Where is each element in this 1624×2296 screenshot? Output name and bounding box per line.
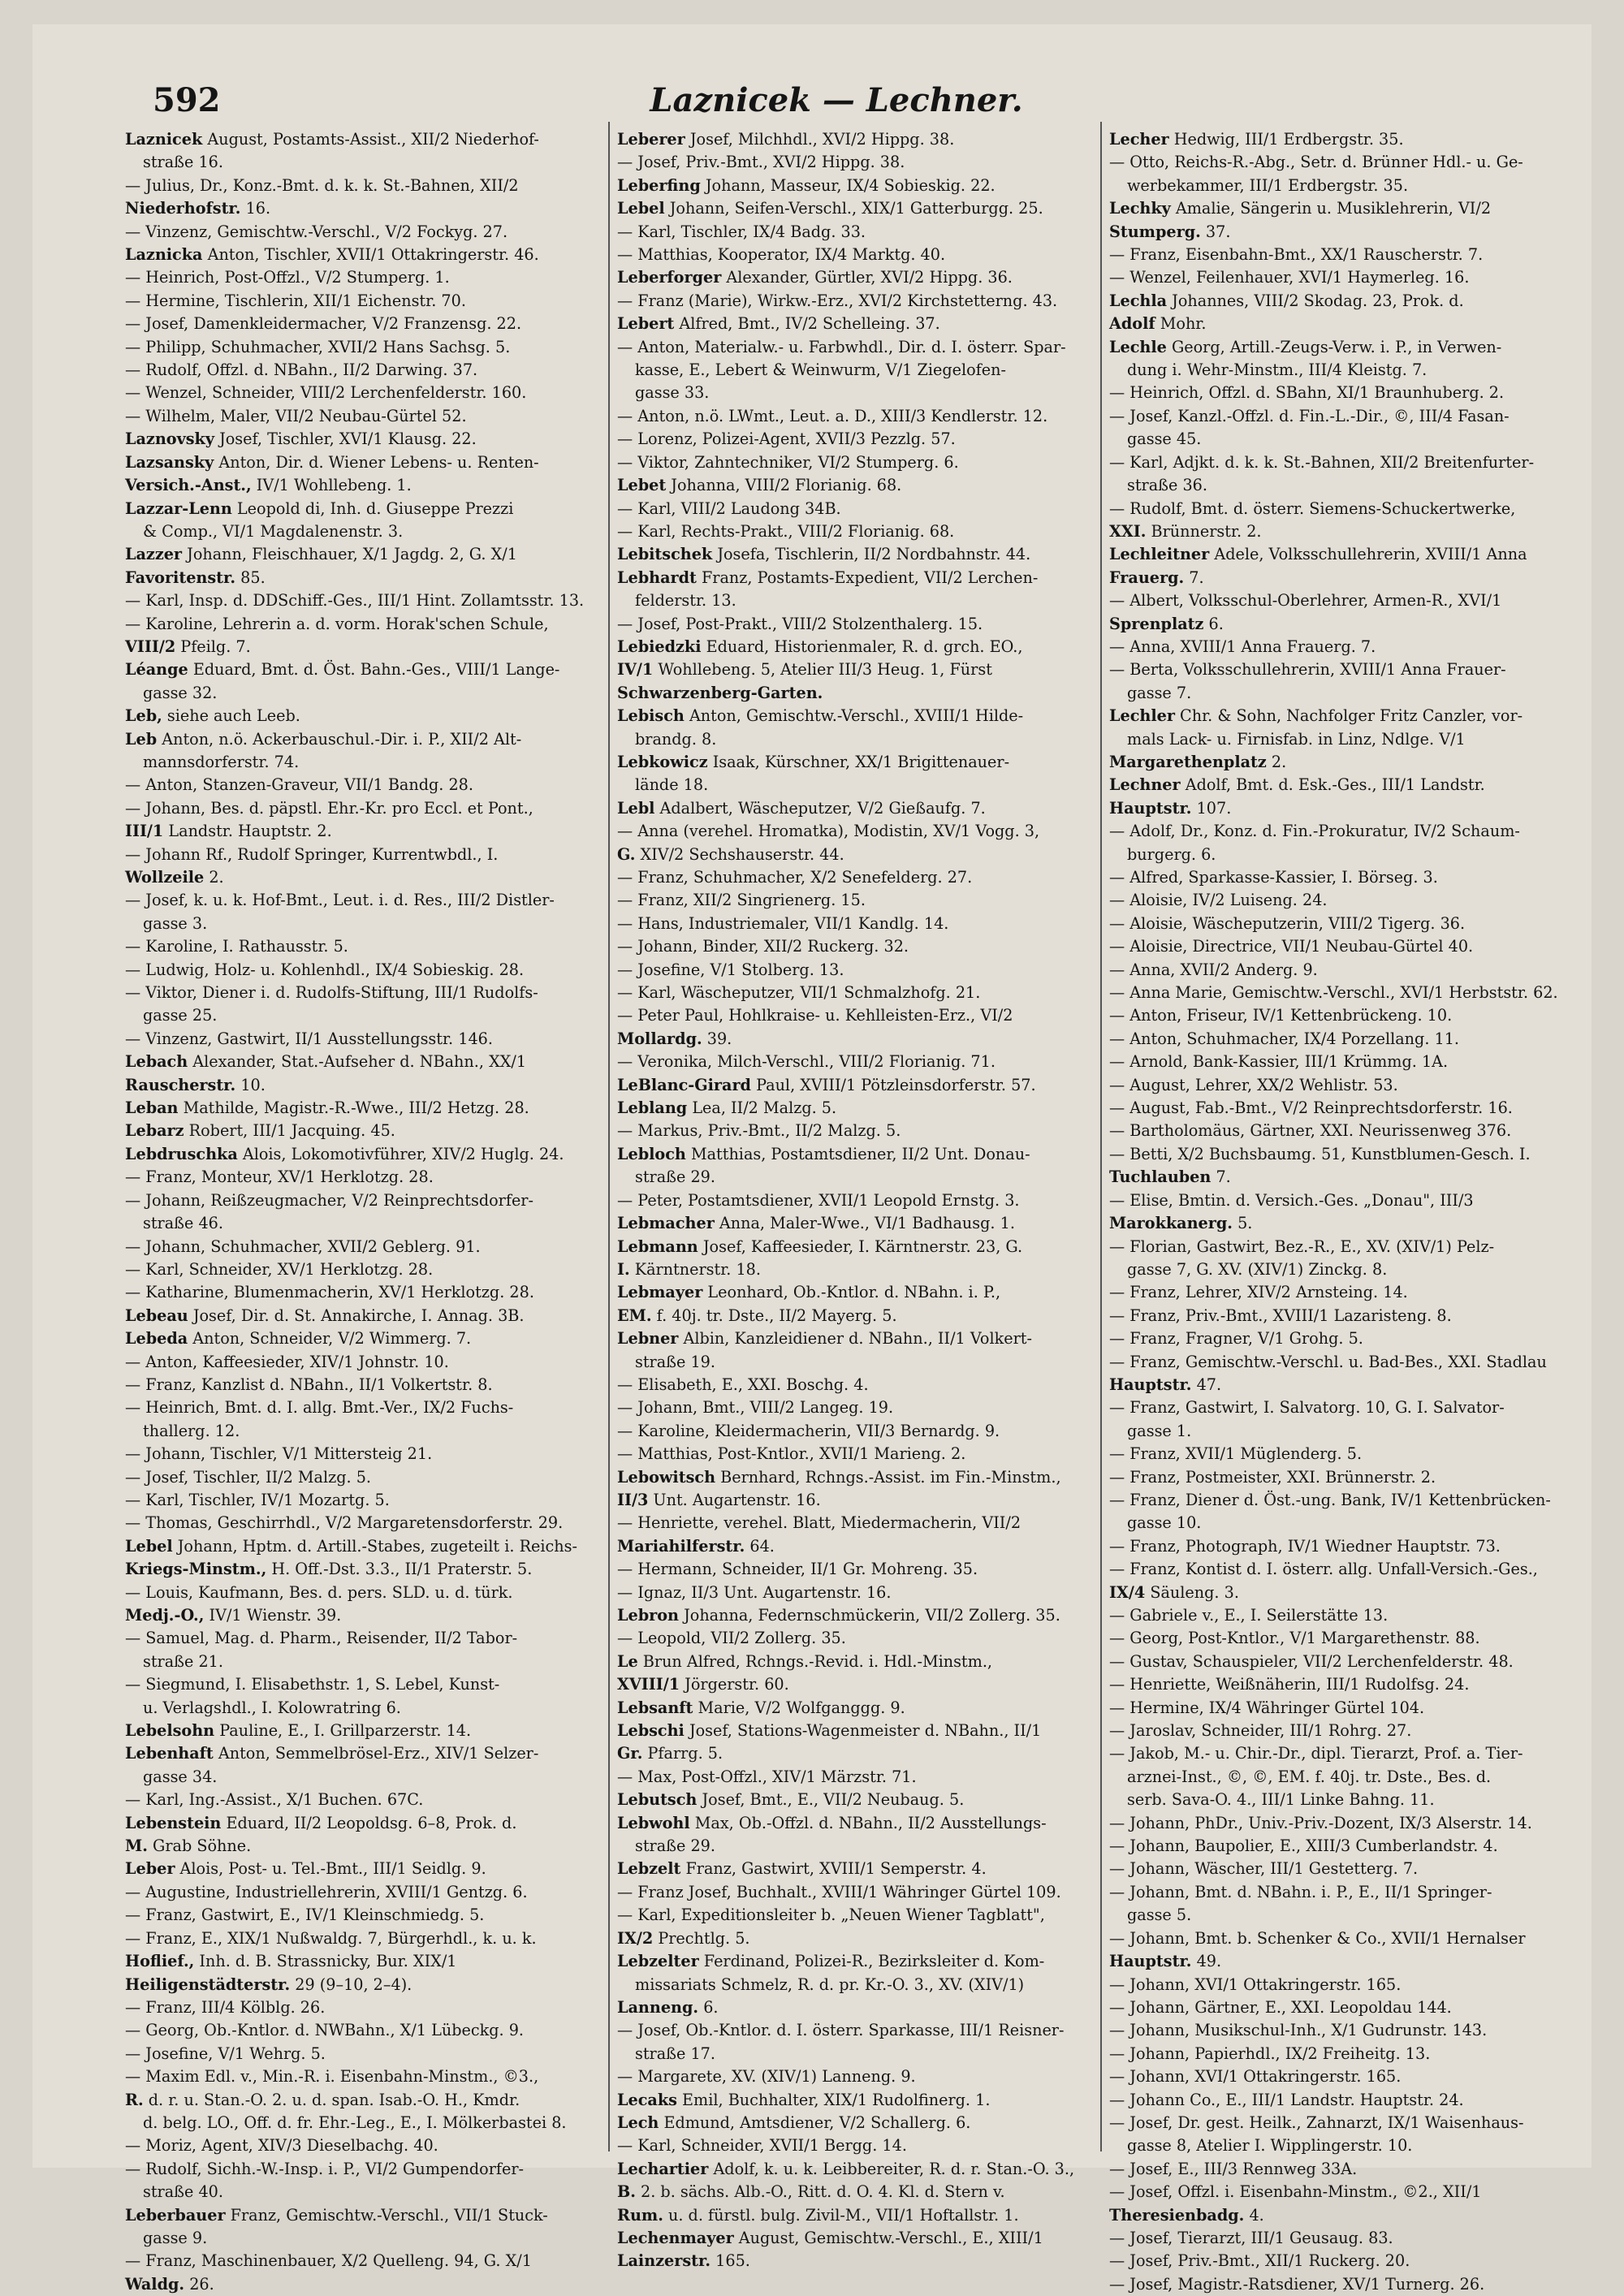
directory-entry-line: — Heinrich, Offzl. d. SBahn, XI/1 Braunhuberg. 2. (1109, 383, 1505, 403)
directory-entry-line: — Moriz, Agent, XIV/3 Dieselbachg. 40. (125, 2136, 438, 2156)
directory-entry-line: — Veronika, Milch-Verschl., VIII/2 Florianig. 71. (617, 1052, 996, 1072)
directory-entry-line: Laznicek August, Postamts-Assist., XII/2 Niederhof- (125, 130, 539, 149)
directory-entry-line: — Johann, Schuhmacher, XVII/2 Geblerg. 91. (125, 1236, 481, 1256)
directory-entry-line: Lebitschek Josefa, Tischlerin, II/2 Nordbahnstr. 44. (617, 545, 1031, 564)
directory-entry-line: gasse 1. (1127, 1421, 1192, 1440)
directory-entry-line: Wollzeile 2. (125, 868, 224, 887)
directory-entry-line: Lechner Adolf, Bmt. d. Esk.-Ges., III/1 Landstr. (1109, 775, 1485, 795)
directory-entry-line: Lazzer Johann, Fleischhauer, X/1 Jagdg. 2, G. X/1 (125, 545, 517, 564)
directory-entry-line: — Katharine, Blumenmacherin, XV/1 Herklotzg. 28. (125, 1283, 534, 1302)
directory-entry-line: Lebenhaft Anton, Semmelbrösel-Erz., XIV/1 Selzer- (125, 1744, 539, 1763)
directory-entry-line: — Franz, Kontist d. I. österr. allg. Unfall-Versich.-Ges., (1109, 1560, 1538, 1579)
directory-entry-line: — Johann, Bmt. b. Schenker & Co., XVII/1 Hernalser (1109, 1928, 1526, 1948)
directory-entry-line: — Josef, Offzl. i. Eisenbahn-Minstm., ©2., XII/1 (1109, 2182, 1482, 2202)
directory-entry-line: — Franz, Monteur, XV/1 Herklotzg. 28. (125, 1167, 434, 1187)
directory-entry-line: kasse, E., Lebert & Weinwurm, V/1 Ziegelofen- (635, 360, 1006, 380)
directory-entry-line: IX/4 Säuleng. 3. (1109, 1582, 1239, 1602)
directory-entry-line: Rauscherstr. 10. (125, 1075, 266, 1094)
directory-entry-line: Leblang Lea, II/2 Malzg. 5. (617, 1098, 837, 1118)
directory-entry-line: Stumperg. 37. (1109, 222, 1231, 241)
directory-entry-line: Lebert Alfred, Bmt., IV/2 Schelleing. 37. (617, 314, 940, 334)
directory-entry-line: straße 40. (143, 2182, 223, 2202)
directory-entry-line: gasse 33. (635, 383, 710, 403)
directory-entry-line: — Johann, Wäscher, III/1 Gestetterg. 7. (1109, 1859, 1419, 1879)
directory-entry-line: — Johann, Bmt. d. NBahn. i. P., E., II/1 Springer- (1109, 1882, 1492, 1901)
directory-entry-line: — Heinrich, Bmt. d. I. allg. Bmt.-Ver., IX/2 Fuchs- (125, 1398, 514, 1418)
directory-entry-line: Hoflief., Inh. d. B. Strassnicky, Bur. XIX/1 (125, 1952, 457, 1971)
directory-entry-line: — Aloisie, Directrice, VII/1 Neubau-Gürtel 40. (1109, 937, 1474, 956)
directory-entry-line: Lainzerstr. 165. (617, 2251, 750, 2271)
directory-entry-line: — August, Fab.-Bmt., V/2 Reinprechtsdorferstr. 16. (1109, 1098, 1513, 1118)
directory-entry-line: Leban Mathilde, Magistr.-R.-Wwe., III/2 Hetzg. 28. (125, 1098, 529, 1118)
directory-entry-line: — Anton, n.ö. LWmt., Leut. a. D., XIII/3 Kendlerstr. 12. (617, 406, 1048, 425)
directory-entry-line: — Aloisie, IV/2 Luiseng. 24. (1109, 891, 1328, 910)
directory-entry-line: Lebel Johann, Seifen-Verschl., XIX/1 Gatterburgg. 25. (617, 199, 1043, 218)
directory-entry-line: — Elisabeth, E., XXI. Boschg. 4. (617, 1375, 869, 1394)
directory-entry-line: straße 17. (635, 2044, 715, 2063)
directory-column-left (125, 128, 596, 2296)
directory-entry-line: Heiligenstädterstr. 29 (9–10, 2–4). (125, 1974, 412, 1994)
directory-entry-line: — Maxim Edl. v., Min.-R. i. Eisenbahn-Minstm., ©3., (125, 2067, 539, 2087)
directory-entry-line: straße 16. (143, 153, 223, 172)
directory-entry-line: thallerg. 12. (143, 1421, 240, 1440)
directory-entry-line: straße 19. (635, 1352, 715, 1371)
directory-entry-line: — Anna Marie, Gemischtw.-Verschl., XVI/1 Herbststr. 62. (1109, 983, 1558, 1003)
directory-entry-line: — Johann, Musikschul-Inh., X/1 Gudrunstr. 143. (1109, 2021, 1488, 2040)
directory-entry-line: — Henriette, Weißnäherin, III/1 Rudolfsg. 24. (1109, 1675, 1470, 1694)
directory-entry-line: lände 18. (635, 775, 709, 795)
directory-entry-line: missariats Schmelz, R. d. pr. Kr.-O. 3., XV. (XIV/1) (635, 1974, 1025, 1994)
directory-entry-line: — August, Lehrer, XX/2 Wehlistr. 53. (1109, 1075, 1398, 1094)
directory-entry-line: Leberforger Alexander, Gürtler, XVI/2 Hippg. 36. (617, 268, 1013, 287)
directory-entry-line: — Heinrich, Post-Offzl., V/2 Stumperg. 1. (125, 268, 450, 287)
directory-entry-line: — Otto, Reichs-R.-Abg., Setr. d. Brünner Hdl.- u. Ge- (1109, 153, 1523, 172)
directory-entry-line: Rum. u. d. fürstl. bulg. Zivil-M., VII/1 Hoftallstr. 1. (617, 2205, 1019, 2225)
directory-entry-line: Niederhofstr. 16. (125, 199, 271, 218)
directory-entry-line: — Betti, X/2 Buchsbaumg. 51, Kunstblumen-Gesch. I. (1109, 1144, 1531, 1163)
directory-entry-line: Lecaks Emil, Buchhalter, XIX/1 Rudolfinerg. 1. (617, 2090, 991, 2109)
directory-entry-line: — Johann, Bmt., VIII/2 Langeg. 19. (617, 1398, 894, 1418)
directory-entry-line: Adolf Mohr. (1109, 314, 1207, 334)
directory-entry-line: Lebet Johanna, VIII/2 Florianig. 68. (617, 476, 902, 495)
directory-entry-line: Mariahilferstr. 64. (617, 1536, 775, 1556)
directory-entry-line: Marokkanerg. 5. (1109, 1214, 1253, 1233)
directory-entry-line: Leberer Josef, Milchhdl., XVI/2 Hippg. 38. (617, 130, 955, 149)
directory-entry-line: Lebutsch Josef, Bmt., E., VII/2 Neubaug. 5. (617, 1790, 965, 1810)
directory-entry-line: — Philipp, Schuhmacher, XVII/2 Hans Sachsg. 5. (125, 337, 511, 356)
directory-entry-line: — Karoline, Kleidermacherin, VII/3 Bernardg. 9. (617, 1421, 1000, 1440)
directory-entry-line: Mollardg. 39. (617, 1029, 732, 1048)
directory-entry-line: — Franz, Diener d. Öst.-ung. Bank, IV/1 Kettenbrücken- (1109, 1490, 1551, 1509)
directory-entry-line: Lecher Hedwig, III/1 Erdbergstr. 35. (1109, 130, 1404, 149)
directory-entry-line: Favoritenstr. 85. (125, 568, 266, 587)
directory-entry-line: — Franz, XII/2 Singrienerg. 15. (617, 891, 866, 910)
directory-entry-line: — Josef, Ob.-Kntlor. d. I. österr. Sparkasse, III/1 Reisner- (617, 2021, 1065, 2040)
directory-entry-line: — Matthias, Post-Kntlor., XVII/1 Marieng. 2. (617, 1444, 966, 1464)
directory-entry-line: Lechla Johannes, VIII/2 Skodag. 23, Prok. d. (1109, 291, 1464, 310)
directory-entry-line: burgerg. 6. (1127, 844, 1216, 864)
directory-entry-line: — Johann, Tischler, V/1 Mittersteig 21. (125, 1444, 433, 1464)
directory-entry-line: — Wenzel, Feilenhauer, XVI/1 Haymerleg. 16. (1109, 268, 1470, 287)
directory-entry-line: straße 29. (635, 1836, 715, 1856)
directory-entry-line: Laznicka Anton, Tischler, XVII/1 Ottakringerstr. 46. (125, 245, 539, 265)
directory-entry-line: — Josef, Tischler, II/2 Malzg. 5. (125, 1467, 372, 1487)
directory-entry-line: Lebdruschka Alois, Lokomotivführer, XIV/2 Huglg. 24. (125, 1144, 564, 1163)
directory-entry-line: Hauptstr. 49. (1109, 1952, 1222, 1971)
directory-entry-line: Kriegs-Minstm., H. Off.-Dst. 3.3., II/1 Praterstr. 5. (125, 1560, 533, 1579)
directory-entry-line: — Anton, Kaffeesieder, XIV/1 Johnstr. 10. (125, 1352, 449, 1371)
directory-entry-line: — Jaroslav, Schneider, III/1 Rohrg. 27. (1109, 1721, 1412, 1741)
directory-entry-line: — Anna, XVII/2 Anderg. 9. (1109, 960, 1318, 979)
directory-entry-line: — Franz, Maschinenbauer, X/2 Quelleng. 94, G. X/1 (125, 2251, 532, 2271)
directory-entry-line: XXI. Brünnerstr. 2. (1109, 521, 1262, 541)
directory-entry-line: III/1 Landstr. Hauptstr. 2. (125, 822, 332, 841)
directory-entry-line: — Karl, Schneider, XV/1 Herklotzg. 28. (125, 1259, 434, 1279)
directory-entry-line: — Wilhelm, Maler, VII/2 Neubau-Gürtel 52. (125, 406, 467, 425)
directory-entry-line: straße 21. (143, 1651, 223, 1671)
directory-entry-line: Sprenplatz 6. (1109, 614, 1224, 633)
directory-entry-line: — Hermine, Tischlerin, XII/1 Eichenstr. 70. (125, 291, 466, 310)
directory-entry-line: arznei-Inst., ©, ©, EM. f. 40j. tr. Dste., Bes. d. (1127, 1767, 1492, 1786)
directory-entry-line: — Johann, Reißzeugmacher, V/2 Reinprechtsdorfer- (125, 1190, 533, 1210)
directory-entry-line: LeBlanc-Girard Paul, XVIII/1 Pötzleinsdorferstr. 57. (617, 1075, 1036, 1094)
directory-entry-line: Laznovsky Josef, Tischler, XVI/1 Klausg. 22. (125, 429, 477, 449)
directory-entry-line: — Anton, Schuhmacher, IX/4 Porzellang. 11. (1109, 1029, 1460, 1048)
directory-entry-line: — Franz, Lehrer, XIV/2 Arnsteing. 14. (1109, 1283, 1408, 1302)
directory-entry-line: Lebmann Josef, Kaffeesieder, I. Kärntnerstr. 23, G. (617, 1236, 1023, 1256)
directory-entry-line: — Franz, Postmeister, XXI. Brünnerstr. 2. (1109, 1467, 1436, 1487)
directory-entry-line: — Karl, Adjkt. d. k. k. St.-Bahnen, XII/2 Breitenfurter- (1109, 452, 1535, 472)
directory-entry-line: M. Grab Söhne. (125, 1836, 252, 1856)
directory-entry-line: Lebach Alexander, Stat.-Aufseher d. NBahn., XX/1 (125, 1052, 527, 1072)
directory-entry-line: gasse 7, G. XV. (XIV/1) Zinckg. 8. (1127, 1259, 1388, 1279)
directory-entry-line: Lechky Amalie, Sängerin u. Musiklehrerin, VI/2 (1109, 199, 1492, 218)
directory-entry-line: — Franz, Fragner, V/1 Grohg. 5. (1109, 1329, 1363, 1349)
directory-entry-line: Lazsansky Anton, Dir. d. Wiener Lebens- u. Renten- (125, 452, 539, 472)
directory-entry-line: Lebl Adalbert, Wäscheputzer, V/2 Gießaufg. 7. (617, 798, 986, 818)
directory-entry-line: Leber Alois, Post- u. Tel.-Bmt., III/1 Seidlg. 9. (125, 1859, 486, 1879)
page-number: 592 (153, 81, 221, 119)
directory-entry-line: Theresienbadg. 4. (1109, 2205, 1264, 2225)
directory-entry-line: — Karoline, Lehrerin a. d. vorm. Horak'schen Schule, (125, 614, 549, 633)
directory-entry-line: — Augustine, Industriellehrerin, XVIII/1 Gentzg. 6. (125, 1882, 528, 1901)
directory-entry-line: Leb Anton, n.ö. Ackerbauschul.-Dir. i. P., XII/2 Alt- (125, 729, 522, 749)
directory-entry-line: — Josef, Tierarzt, III/1 Geusaug. 83. (1109, 2228, 1393, 2247)
directory-entry-line: I. Kärntnerstr. 18. (617, 1259, 761, 1279)
directory-entry-line: brandg. 8. (635, 729, 717, 749)
directory-entry-line: — Matthias, Kooperator, IX/4 Marktg. 40. (617, 245, 946, 265)
directory-entry-line: — Arnold, Bank-Kassier, III/1 Krümmg. 1A. (1109, 1052, 1449, 1072)
directory-entry-line: — Vinzenz, Gemischtw.-Verschl., V/2 Fockyg. 27. (125, 222, 508, 241)
directory-entry-line: gasse 5. (1127, 1905, 1192, 1925)
directory-entry-line: — Viktor, Zahntechniker, VI/2 Stumperg. 6. (617, 452, 959, 472)
directory-entry-line: — Albert, Volksschul-Oberlehrer, Armen-R., XVI/1 (1109, 591, 1502, 611)
directory-entry-line: gasse 34. (143, 1767, 218, 1786)
directory-entry-line: Lebner Albin, Kanzleidiener d. NBahn., II/1 Volkert- (617, 1329, 1032, 1349)
directory-entry-line: — Berta, Volksschullehrerin, XVIII/1 Anna Frauer- (1109, 660, 1506, 680)
directory-entry-line: gasse 45. (1127, 429, 1202, 449)
directory-entry-line: — Franz, Eisenbahn-Bmt., XX/1 Rauscherstr. 7. (1109, 245, 1484, 265)
directory-entry-line: — Ignaz, II/3 Unt. Augartenstr. 16. (617, 1582, 892, 1602)
directory-entry-line: gasse 8, Atelier I. Wipplingerstr. 10. (1127, 2136, 1413, 2156)
directory-entry-line: — Josefine, V/1 Wehrg. 5. (125, 2044, 326, 2063)
directory-entry-line: — Josef, Kanzl.-Offzl. d. Fin.-L.-Dir., ©, III/4 Fasan- (1109, 406, 1510, 425)
directory-entry-line: werbekammer, III/1 Erdbergstr. 35. (1127, 175, 1409, 195)
directory-entry-line: XVIII/1 Jörgerstr. 60. (617, 1675, 789, 1694)
directory-entry-line: serb. Sava-O. 4., III/1 Linke Bahng. 11. (1127, 1790, 1435, 1810)
directory-entry-line: Gr. Pfarrg. 5. (617, 1744, 723, 1763)
directory-entry-line: — Louis, Kaufmann, Bes. d. pers. SLD. u. d. türk. (125, 1582, 513, 1602)
directory-entry-line: — Siegmund, I. Elisabethstr. 1, S. Lebel, Kunst- (125, 1675, 500, 1694)
directory-entry-line: — Franz Josef, Buchhalt., XVIII/1 Währinger Gürtel 109. (617, 1882, 1061, 1901)
directory-entry-line: — Karl, Rechts-Prakt., VIII/2 Florianig. 68. (617, 521, 955, 541)
directory-entry-line: — Karl, Wäscheputzer, VII/1 Schmalzhofg. 21. (617, 983, 981, 1003)
directory-entry-line: — Franz, III/4 Kölblg. 26. (125, 1997, 326, 2017)
directory-entry-line: Lechenmayer August, Gemischtw.-Verschl., E., XIII/1 (617, 2228, 1043, 2247)
directory-entry-line: — Josef, k. u. k. Hof-Bmt., Leut. i. d. Res., III/2 Distler- (125, 891, 555, 910)
directory-entry-line: — Rudolf, Bmt. d. österr. Siemens-Schuckertwerke, (1109, 498, 1516, 518)
directory-column-right (1109, 128, 1572, 2296)
directory-entry-line: mannsdorferstr. 74. (143, 752, 300, 771)
directory-entry-line: Lechleitner Adele, Volksschullehrerin, XVIII/1 Anna (1109, 545, 1527, 564)
directory-entry-line: — Hermann, Schneider, II/1 Gr. Mohreng. 35. (617, 1560, 978, 1579)
directory-entry-line: — Johann, XVI/1 Ottakringerstr. 165. (1109, 2067, 1402, 2087)
directory-entry-line: — Georg, Ob.-Kntlor. d. NWBahn., X/1 Lübeckg. 9. (125, 2021, 524, 2040)
directory-entry-line: — Franz, Schuhmacher, X/2 Senefelderg. 27. (617, 868, 973, 887)
directory-entry-line: — Markus, Priv.-Bmt., II/2 Malzg. 5. (617, 1121, 901, 1141)
directory-entry-line: Tuchlauben 7. (1109, 1167, 1231, 1187)
directory-entry-line: Lebel Johann, Hptm. d. Artill.-Stabes, zugeteilt i. Reichs- (125, 1536, 577, 1556)
directory-entry-line: gasse 3. (143, 913, 208, 933)
directory-entry-line: — Viktor, Diener i. d. Rudolfs-Stiftung, III/1 Rudolfs- (125, 983, 538, 1003)
directory-entry-line: straße 29. (635, 1167, 715, 1187)
directory-entry-line: — Franz, Gastwirt, I. Salvatorg. 10, G. I. Salvator- (1109, 1398, 1505, 1418)
directory-entry-line: — Lorenz, Polizei-Agent, XVII/3 Pezzlg. 57. (617, 429, 956, 449)
directory-entry-line: — Gabriele v., E., I. Seilerstätte 13. (1109, 1606, 1389, 1625)
directory-entry-line: — Wenzel, Schneider, VIII/2 Lerchenfelderstr. 160. (125, 383, 527, 403)
directory-entry-line: Waldg. 26. (125, 2274, 214, 2294)
directory-entry-line: Lebloch Matthias, Postamtsdiener, II/2 Unt. Donau- (617, 1144, 1030, 1163)
directory-entry-line: — Georg, Post-Kntlor., V/1 Margarethenstr. 88. (1109, 1629, 1480, 1648)
directory-entry-line: — Franz, E., XIX/1 Nußwaldg. 7, Bürgerhdl., k. u. k. (125, 1928, 537, 1948)
directory-entry-line: — Franz, XVII/1 Müglenderg. 5. (1109, 1444, 1363, 1464)
directory-entry-line: gasse 7. (1127, 683, 1192, 702)
directory-page (32, 24, 1592, 2294)
directory-entry-line: — Gustav, Schauspieler, VII/2 Lerchenfelderstr. 48. (1109, 1651, 1514, 1671)
directory-entry-line: — Adolf, Dr., Konz. d. Fin.-Prokuratur, IV/2 Schaum- (1109, 822, 1520, 841)
directory-entry-line: gasse 25. (143, 1006, 218, 1025)
directory-entry-line: — Karl, Schneider, XVII/1 Bergg. 14. (617, 2136, 907, 2156)
directory-entry-line: Lebzelt Franz, Gastwirt, XVIII/1 Semperstr. 4. (617, 1859, 987, 1879)
directory-entry-line: — Karl, Ing.-Assist., X/1 Buchen. 67C. (125, 1790, 424, 1810)
directory-entry-line: — Hermine, IX/4 Währinger Gürtel 104. (1109, 1698, 1425, 1717)
directory-entry-line: Lechle Georg, Artill.-Zeugs-Verw. i. P., in Verwen- (1109, 337, 1502, 356)
directory-entry-line: — Karoline, I. Rathausstr. 5. (125, 937, 348, 956)
directory-entry-line: Lebwohl Max, Ob.-Offzl. d. NBahn., II/2 Ausstellungs- (617, 1813, 1047, 1832)
directory-entry-line: — Karl, VIII/2 Laudong 34B. (617, 498, 841, 518)
directory-entry-line: — Max, Post-Offzl., XIV/1 Märzstr. 71. (617, 1767, 917, 1786)
directory-entry-line: — Josef, Dr. gest. Heilk., Zahnarzt, IX/1 Waisenhaus- (1109, 2113, 1524, 2132)
directory-entry-line: Lebelsohn Pauline, E., I. Grillparzerstr. 14. (125, 1721, 472, 1741)
directory-entry-line: — Karl, Tischler, IV/1 Mozartg. 5. (125, 1490, 390, 1509)
directory-entry-line: — Johann Rf., Rudolf Springer, Kurrentwbdl., I. (125, 844, 499, 864)
directory-entry-line: — Julius, Dr., Konz.-Bmt. d. k. k. St.-Bahnen, XII/2 (125, 175, 519, 195)
directory-entry-line: Lebhardt Franz, Postamts-Expedient, VII/2 Lerchen- (617, 568, 1039, 587)
directory-entry-line: B. 2. b. sächs. Alb.-O., Ritt. d. O. 4. Kl. d. Stern v. (617, 2182, 1005, 2202)
directory-entry-line: Leberfing Johann, Masseur, IX/4 Sobieskig. 22. (617, 175, 996, 195)
directory-entry-line: & Comp., VI/1 Magdalenenstr. 3. (143, 521, 404, 541)
column-divider (608, 122, 610, 2151)
directory-entry-line: — Margarete, XV. (XIV/1) Lanneng. 9. (617, 2067, 916, 2087)
directory-entry-line: Lebiedzki Eduard, Historienmaler, R. d. grch. EO., (617, 637, 1023, 656)
directory-entry-line: Lebisch Anton, Gemischtw.-Verschl., XVIII/1 Hilde- (617, 706, 1024, 726)
directory-entry-line: R. d. r. u. Stan.-O. 2. u. d. span. Isab.-O. H., Kmdr. (125, 2090, 520, 2109)
directory-entry-line: — Josef, Magistr.-Ratsdiener, XV/1 Turnerg. 26. (1109, 2274, 1485, 2294)
directory-entry-line: — Henriette, verehel. Blatt, Miedermacherin, VII/2 (617, 1513, 1021, 1533)
directory-entry-line: — Anna (verehel. Hromatka), Modistin, XV/1 Vogg. 3, (617, 822, 1040, 841)
directory-entry-line: — Franz (Marie), Wirkw.-Erz., XVI/2 Kirchstetterng. 43. (617, 291, 1058, 310)
directory-entry-line: straße 46. (143, 1214, 223, 1233)
directory-entry-line: II/3 Unt. Augartenstr. 16. (617, 1490, 821, 1509)
column-divider (1100, 122, 1102, 2151)
directory-entry-line: gasse 10. (1127, 1513, 1202, 1533)
directory-entry-line: — Johann, Baupolier, E., XIII/3 Cumberlandstr. 4. (1109, 1836, 1498, 1856)
directory-entry-line: Leb, siehe auch Leeb. (125, 706, 300, 726)
directory-entry-line: — Franz, Gemischtw.-Verschl. u. Bad-Bes., XXI. Stadlau (1109, 1352, 1547, 1371)
directory-entry-line: — Ludwig, Holz- u. Kohlenhdl., IX/4 Sobieskig. 28. (125, 960, 525, 979)
directory-entry-line: Lech Edmund, Amtsdiener, V/2 Schallerg. 6. (617, 2113, 971, 2132)
directory-entry-line: — Peter, Postamtsdiener, XVII/1 Leopold Ernstg. 3. (617, 1190, 1020, 1210)
directory-entry-line: EM. f. 40j. tr. Dste., II/2 Mayerg. 5. (617, 1306, 897, 1325)
directory-entry-line: Lebarz Robert, III/1 Jacquing. 45. (125, 1121, 395, 1141)
directory-entry-line: — Rudolf, Offzl. d. NBahn., II/2 Darwing. 37. (125, 360, 478, 380)
directory-entry-line: Léange Eduard, Bmt. d. Öst. Bahn.-Ges., VIII/1 Lange- (125, 660, 560, 680)
directory-entry-line: gasse 32. (143, 683, 218, 702)
directory-entry-line: — Anton, Friseur, IV/1 Kettenbrückeng. 10. (1109, 1006, 1453, 1025)
directory-entry-line: — Bartholomäus, Gärtner, XXI. Neurissenweg 376. (1109, 1121, 1512, 1141)
directory-entry-line: — Florian, Gastwirt, Bez.-R., E., XV. (XIV/1) Pelz- (1109, 1236, 1495, 1256)
directory-entry-line: Schwarzenberg-Garten. (617, 683, 823, 702)
directory-entry-line: — Franz, Priv.-Bmt., XVIII/1 Lazaristeng. 8. (1109, 1306, 1452, 1325)
directory-entry-line: — Hans, Industriemaler, VII/1 Kandlg. 14. (617, 913, 949, 933)
directory-entry-line: d. belg. LO., Off. d. fr. Ehr.-Leg., E., I. Mölkerbastei 8. (143, 2113, 567, 2132)
directory-entry-line: G. XIV/2 Sechshauserstr. 44. (617, 844, 844, 864)
directory-entry-line: Medj.-O., IV/1 Wienstr. 39. (125, 1606, 342, 1625)
directory-entry-line: — Vinzenz, Gastwirt, II/1 Ausstellungsstr. 146. (125, 1029, 493, 1048)
directory-entry-line: Lechartier Adolf, k. u. k. Leibbereiter, R. d. r. Stan.-O. 3., (617, 2159, 1075, 2178)
directory-entry-line: — Johann, Bes. d. päpstl. Ehr.-Kr. pro Eccl. et Pont., (125, 798, 533, 818)
directory-entry-line: Lebsanft Marie, V/2 Wolfganggg. 9. (617, 1698, 905, 1717)
directory-entry-line: — Franz, Kanzlist d. NBahn., II/1 Volkertstr. 8. (125, 1375, 493, 1394)
directory-entry-line: Leberbauer Franz, Gemischtw.-Verschl., VII/1 Stuck- (125, 2205, 548, 2225)
directory-entry-line: straße 36. (1127, 476, 1207, 495)
directory-entry-line: IX/2 Prechtlg. 5. (617, 1928, 750, 1948)
directory-entry-line: — Anna, XVIII/1 Anna Frauerg. 7. (1109, 637, 1376, 656)
directory-entry-line: dung i. Wehr-Minstm., III/4 Kleistg. 7. (1127, 360, 1427, 380)
directory-entry-line: Lebron Johanna, Federnschmückerin, VII/2 Zollerg. 35. (617, 1606, 1060, 1625)
directory-entry-line: — Karl, Expeditionsleiter b. „Neuen Wiener Tagblatt", (617, 1905, 1045, 1925)
directory-entry-line: Lebeda Anton, Schneider, V/2 Wimmerg. 7. (125, 1329, 472, 1349)
directory-entry-line: Margarethenplatz 2. (1109, 752, 1287, 771)
directory-entry-line: — Rudolf, Sichh.-W.-Insp. i. P., VI/2 Gumpendorfer- (125, 2159, 525, 2178)
directory-entry-line: Hauptstr. 47. (1109, 1375, 1222, 1394)
directory-entry-line: Lebeau Josef, Dir. d. St. Annakirche, I. Annag. 3B. (125, 1306, 525, 1325)
directory-entry-line: — Franz, Photograph, IV/1 Wiedner Hauptstr. 73. (1109, 1536, 1501, 1556)
directory-entry-line: Lebzelter Ferdinand, Polizei-R., Bezirksleiter d. Kom- (617, 1952, 1045, 1971)
directory-entry-line: — Jakob, M.- u. Chir.-Dr., dipl. Tierarzt, Prof. a. Tier- (1109, 1744, 1523, 1763)
directory-entry-line: — Karl, Tischler, IX/4 Badg. 33. (617, 222, 866, 241)
directory-entry-line: — Peter Paul, Hohlkraise- u. Kehlleisten-Erz., VI/2 (617, 1006, 1013, 1025)
directory-entry-line: Lechler Chr. & Sohn, Nachfolger Fritz Canzler, vor- (1109, 706, 1523, 726)
directory-entry-line: Lebmayer Leonhard, Ob.-Kntlor. d. NBahn. i. P., (617, 1283, 1001, 1302)
running-title: Laznicek — Lechner. (650, 81, 1023, 119)
directory-entry-line: VIII/2 Pfeilg. 7. (125, 637, 251, 656)
directory-entry-line: — Elise, Bmtin. d. Versich.-Ges. „Donau", III/3 (1109, 1190, 1474, 1210)
directory-entry-line: — Johann, Papierhdl., IX/2 Freiheitg. 13. (1109, 2044, 1431, 2063)
directory-entry-line: — Josef, Priv.-Bmt., XVI/2 Hippg. 38. (617, 153, 905, 172)
directory-entry-line: — Josefine, V/1 Stolberg. 13. (617, 960, 844, 979)
directory-entry-line: — Josef, Post-Prakt., VIII/2 Stolzenthalerg. 15. (617, 614, 983, 633)
directory-entry-line: gasse 9. (143, 2228, 208, 2247)
directory-entry-line: — Johann, XVI/1 Ottakringerstr. 165. (1109, 1974, 1402, 1994)
directory-entry-line: Hauptstr. 107. (1109, 798, 1232, 818)
directory-entry-line: — Josef, Priv.-Bmt., XII/1 Ruckerg. 20. (1109, 2251, 1410, 2271)
directory-entry-line: Lebowitsch Bernhard, Rchngs.-Assist. im Fin.-Minstm., (617, 1467, 1061, 1487)
directory-entry-line: — Anton, Materialw.- u. Farbwhdl., Dir. d. I. österr. Spar- (617, 337, 1066, 356)
directory-entry-line: — Johann, Binder, XII/2 Ruckerg. 32. (617, 937, 909, 956)
directory-entry-line: Versich.-Anst., IV/1 Wohllebeng. 1. (125, 476, 412, 495)
directory-entry-line: — Johann Co., E., III/1 Landstr. Hauptstr. 24. (1109, 2090, 1464, 2109)
directory-entry-line: — Alfred, Sparkasse-Kassier, I. Börseg. 3. (1109, 868, 1438, 887)
directory-entry-line: — Thomas, Geschirrhdl., V/2 Margaretensdorferstr. 29. (125, 1513, 564, 1533)
directory-entry-line: u. Verlagshdl., I. Kolowratring 6. (143, 1698, 401, 1717)
directory-entry-line: — Leopold, VII/2 Zollerg. 35. (617, 1629, 846, 1648)
directory-entry-line: Lebmacher Anna, Maler-Wwe., VI/1 Badhausg. 1. (617, 1214, 1015, 1233)
directory-entry-line: — Josef, E., III/3 Rennweg 33A. (1109, 2159, 1358, 2178)
directory-entry-line: IV/1 Wohllebeng. 5, Atelier III/3 Heug. 1, Fürst (617, 660, 992, 680)
directory-entry-line: — Johann, Gärtner, E., XXI. Leopoldau 144. (1109, 1997, 1452, 2017)
directory-column-middle (617, 128, 1088, 2273)
directory-entry-line: — Karl, Insp. d. DDSchiff.-Ges., III/1 Hint. Zollamtsstr. 13. (125, 591, 585, 611)
directory-entry-line: Lazzar-Lenn Leopold di, Inh. d. Giuseppe Prezzi (125, 498, 514, 518)
directory-entry-line: — Johann, PhDr., Univ.-Priv.-Dozent, IX/3 Alserstr. 14. (1109, 1813, 1532, 1832)
directory-entry-line: Lebkowicz Isaak, Kürschner, XX/1 Brigittenauer- (617, 752, 1010, 771)
directory-entry-line: Lebschi Josef, Stations-Wagenmeister d. NBahn., II/1 (617, 1721, 1042, 1741)
directory-entry-line: mals Lack- u. Firnisfab. in Linz, Ndlge. V/1 (1127, 729, 1466, 749)
directory-entry-line: Lanneng. 6. (617, 1997, 719, 2017)
directory-entry-line: — Samuel, Mag. d. Pharm., Reisender, II/2 Tabor- (125, 1629, 518, 1648)
directory-entry-line: felderstr. 13. (635, 591, 736, 611)
directory-entry-line: Le Brun Alfred, Rchngs.-Revid. i. Hdl.-Minstm., (617, 1651, 993, 1671)
directory-entry-line: — Josef, Damenkleidermacher, V/2 Franzensg. 22. (125, 314, 522, 334)
directory-entry-line: — Franz, Gastwirt, E., IV/1 Kleinschmiedg. 5. (125, 1905, 485, 1925)
directory-entry-line: — Anton, Stanzen-Graveur, VII/1 Bandg. 28. (125, 775, 473, 795)
directory-entry-line: — Aloisie, Wäscheputzerin, VIII/2 Tigerg. 36. (1109, 913, 1466, 933)
directory-entry-line: Frauerg. 7. (1109, 568, 1204, 587)
directory-entry-line: Lebenstein Eduard, II/2 Leopoldsg. 6–8, Prok. d. (125, 1813, 517, 1832)
